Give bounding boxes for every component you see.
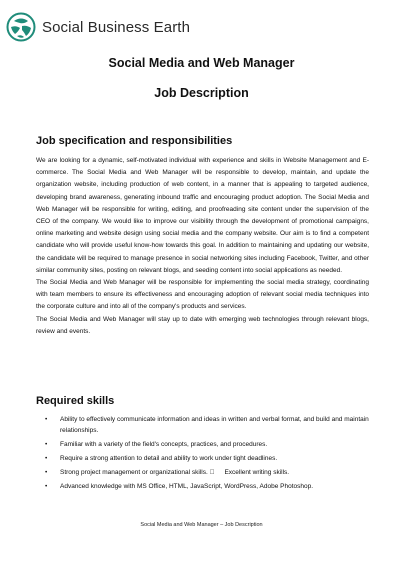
list-item-text: Require a strong attention to detail and ability to work under tight deadlines. — [60, 454, 278, 462]
list-item-text: Advanced knowledge with MS Office, HTML, JavaScript, WordPress, Adobe Photoshop. — [60, 483, 314, 491]
spec-paragraph: The Social Media and Web Manager will be responsible for implementing the social media strategy, coordinating with team members to ensure its effectiveness and encouraging adoption of relevant social media techniques into the corporate culture and into all of the company's products and services. — [36, 279, 369, 311]
bullet-icon: • — [45, 469, 48, 477]
document-title: Social Media and Web Manager — [108, 56, 295, 70]
bullet-icon: • — [45, 440, 48, 448]
globe-icon — [6, 12, 36, 42]
spec-body — [36, 155, 369, 338]
list-item-text: Strong project management or organizational skills. — [60, 469, 210, 477]
list-item — [36, 454, 369, 465]
bullet-icon: • — [45, 454, 48, 462]
list-item — [36, 482, 369, 493]
required-skills-heading: Required skills — [36, 395, 115, 407]
list-item — [36, 440, 369, 451]
document-subtitle: Job Description — [154, 86, 249, 100]
brand-name: Social Business Earth — [42, 18, 191, 36]
bullet-icon: • — [45, 416, 48, 423]
list-item-text: Excellent writing skills. — [219, 469, 285, 477]
page-footer: Social Media and Web Manager – Job Description — [140, 522, 263, 528]
spec-heading: Job specification and responsibilities — [36, 135, 233, 147]
list-item — [36, 468, 369, 479]
spec-paragraph: The Social Media and Web Manager will stay up to date with emerging web technologies through relevant blogs, review and events. — [36, 315, 369, 335]
list-item-text: Familiar with a variety of the field's concepts, practices, and procedures. — [60, 440, 268, 448]
brand-logo — [6, 12, 190, 42]
required-skills-list — [36, 415, 369, 496]
list-item — [36, 415, 369, 436]
bullet-icon: • — [45, 483, 48, 491]
spec-paragraph: We are looking for a dynamic, self-motivated individual with experience and skills in Website Management and E-commerce. The Social Media and Web Manager will be responsible to develop, maintain, and update the organization website, including production of web content, in a manner that is appealing to targeted audience, developing brand awareness, generating inbound traffic and encouraging product adoption. The Social Media and Web Manager will be responsible for writing, editing, and proofreading site content under the supervision of the CEO of the company. We would like to improve our visibility through the development of promotional campaigns, online marketing and website design using social media and the company website. Our aim is to find a competent candidate who will provide useful know-how towards this goal. In addition to maintaining and updating our website, the candidate will be required to manage presence in social networking sites including Facebook, Twitter, and other similar community sites, posting on relevant blogs, and seeding content into social applications as needed. — [36, 157, 369, 274]
list-item-text: Ability to effectively communicate information and ideas in written and verbal format, and build and maintain relationships. — [60, 416, 369, 434]
